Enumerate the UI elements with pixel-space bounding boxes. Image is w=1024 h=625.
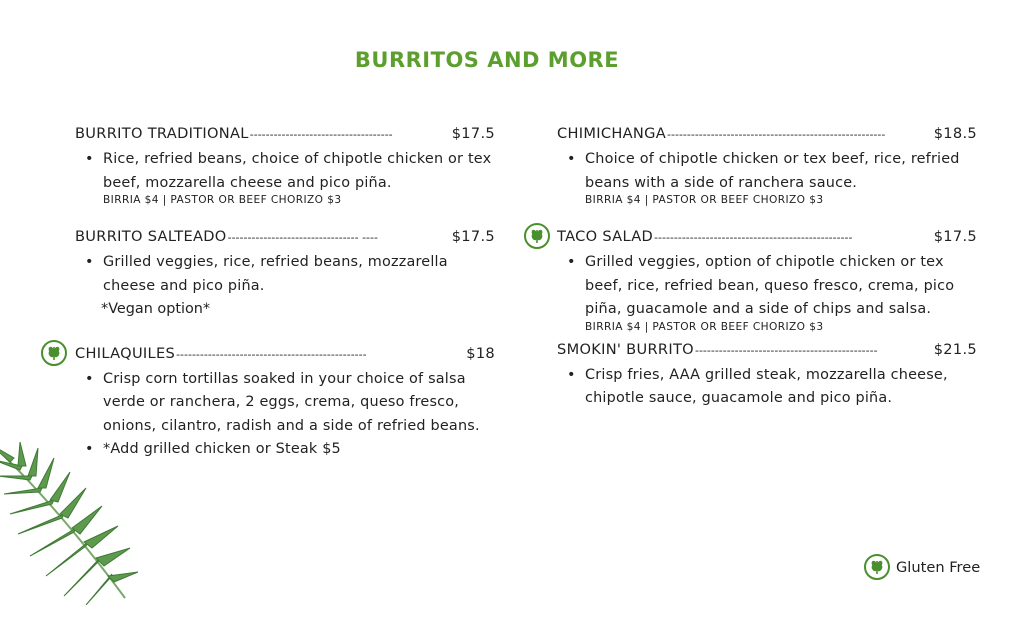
palm-leaf-decoration <box>0 440 140 605</box>
item-description <box>557 251 977 322</box>
item-price: $17.5 <box>451 125 495 142</box>
item-description <box>75 251 495 298</box>
gluten-free-badge <box>41 340 67 366</box>
menu-item-chimichanga <box>557 124 977 207</box>
wheat-icon <box>868 558 886 576</box>
menu-title: BURRITOS AND MORE <box>354 48 620 72</box>
dot-leader: ------------------------------------------------ <box>176 347 367 361</box>
legend-label: Gluten Free <box>896 558 981 576</box>
add-on-prices: BIRRIA $4 | PASTOR OR BEEF CHORIZO $3 <box>585 320 824 333</box>
add-on-prices: BIRRIA $4 | PASTOR OR BEEF CHORIZO $3 <box>103 194 342 206</box>
menu-column-left <box>75 124 495 462</box>
gluten-free-badge <box>864 554 890 580</box>
menu-item-smokin-burrito <box>557 340 977 411</box>
description-bullet: • Rice, refried beans, choice of chipotle chicken or tex beef, mozzarella cheese and pico piña. <box>103 148 495 195</box>
description-bullet: • Choice of chipotle chicken or tex beef, rice, refried beans with a side of ranchera sauce. <box>585 148 977 195</box>
item-price: $18 <box>466 344 495 362</box>
item-header <box>557 124 977 145</box>
item-price: $17.5 <box>933 228 977 245</box>
item-price: $17.5 <box>451 228 495 245</box>
menu-item-taco-salad <box>557 227 977 334</box>
description-bullet: • Grilled veggies, rice, refried beans, mozzarella cheese and pico piña. <box>103 251 495 298</box>
menu-item-burrito-traditional <box>75 124 495 207</box>
item-header <box>75 344 495 365</box>
item-name: CHILAQUILES <box>75 344 176 362</box>
item-description <box>557 148 977 195</box>
gluten-free-legend <box>864 554 980 580</box>
item-description <box>75 148 495 195</box>
vegan-note: *Vegan option* <box>101 301 211 317</box>
dot-leader: --------------------------------- ---- <box>227 231 378 244</box>
item-header <box>75 124 495 145</box>
description-bullet: • Grilled veggies, option of chipotle chicken or tex beef, rice, refried bean, queso fresco, crema, pico piña, guacamole and a side of chips and salsa. <box>585 251 977 322</box>
item-price: $21.5 <box>933 340 977 358</box>
item-price: $18.5 <box>933 125 977 142</box>
menu-column-right <box>557 124 977 411</box>
item-header <box>557 340 977 361</box>
gluten-free-badge <box>524 223 550 249</box>
wheat-icon <box>45 344 63 362</box>
item-name: TACO SALAD <box>557 228 654 245</box>
description-bullet: • Crisp fries, AAA grilled steak, mozzarella cheese, chipotle sauce, guacamole and pico piña. <box>585 364 977 411</box>
dot-leader: ------------------------------------------------------- <box>667 128 886 141</box>
menu-item-burrito-salteado <box>75 227 495 322</box>
item-name: BURRITO SALTEADO <box>75 228 227 245</box>
dot-leader: ------------------------------------ <box>249 128 393 141</box>
dot-leader: -------------------------------------------------- <box>654 231 853 244</box>
description-bullet: • *Add grilled chicken or Steak $5 <box>103 438 495 462</box>
description-bullet: • Crisp corn tortillas soaked in your choice of salsa verde or ranchera, 2 eggs, crema, queso fresco, onions, cilantro, radish and a side of refried beans. <box>103 368 495 439</box>
item-name: BURRITO TRADITIONAL <box>75 125 249 142</box>
dot-leader: ---------------------------------------------- <box>694 343 878 357</box>
wheat-icon <box>528 227 546 245</box>
item-description <box>557 364 977 411</box>
item-name: CHIMICHANGA <box>557 125 667 142</box>
item-header <box>557 227 977 248</box>
item-name: SMOKIN' BURRITO <box>557 340 694 358</box>
add-on-prices: BIRRIA $4 | PASTOR OR BEEF CHORIZO $3 <box>585 194 824 206</box>
item-header <box>75 227 495 248</box>
